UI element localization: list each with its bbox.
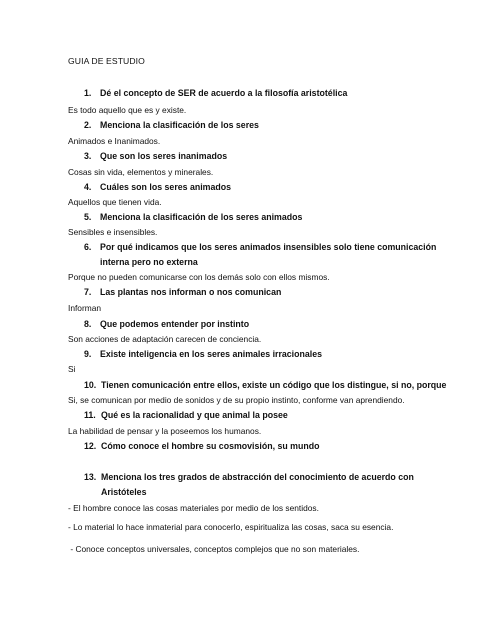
answer-5: Sensibles e insensibles. xyxy=(68,227,158,237)
answer-11: La habilidad de pensar y la poseemos los humanos. xyxy=(68,426,262,436)
question-text: Cómo conoce el hombre su cosmovisión, su mundo xyxy=(101,441,320,451)
question-number: 8. xyxy=(84,319,92,329)
question-number: 1. xyxy=(84,88,92,98)
question-6-continued xyxy=(100,255,198,270)
answer-2: Animados e Inanimados. xyxy=(68,136,161,146)
answer-13-item-1: - El hombre conoce las cosas materiales por medio de los sentidos. xyxy=(68,503,319,513)
question-text: Menciona la clasificación de los seres xyxy=(100,120,259,130)
question-text: Por qué indicamos que los seres animados insensibles solo tiene comunicación xyxy=(100,242,437,252)
question-number: 13. xyxy=(84,472,97,482)
question-13-continued xyxy=(101,485,146,500)
question-text-line2: Aristóteles xyxy=(101,487,147,497)
answer-10: Si, se comunican por medio de sonidos y de su propio instinto, conforme van aprendiendo. xyxy=(68,395,405,405)
answer-3: Cosas sin vida, elementos y minerales. xyxy=(68,167,214,177)
question-text: Qué es la racionalidad y que animal la posee xyxy=(101,410,288,420)
question-number: 5. xyxy=(84,212,92,222)
question-number: 3. xyxy=(84,151,92,161)
answer-8: Son acciones de adaptación carecen de conciencia. xyxy=(68,334,262,344)
question-text: Tienen comunicación entre ellos, existe un código que los distingue, si no, porque xyxy=(101,380,447,390)
question-number: 11. xyxy=(84,410,96,420)
question-text: Menciona los tres grados de abstracción del conocimiento de acuerdo con xyxy=(101,472,414,482)
page-title: GUIA DE ESTUDIO xyxy=(68,56,145,66)
question-number: 7. xyxy=(84,287,92,297)
answer-4: Aquellos que tienen vida. xyxy=(68,197,162,207)
answer-9: Si xyxy=(68,364,76,374)
question-text: Menciona la clasificación de los seres animados xyxy=(100,212,303,222)
question-text: Dé el concepto de SER de acuerdo a la filosofía aristotélica xyxy=(100,88,348,98)
answer-6: Porque no pueden comunicarse con los demás solo con ellos mismos. xyxy=(68,272,330,282)
answer-7: Informan xyxy=(68,303,102,313)
question-text: Las plantas nos informan o nos comunican xyxy=(100,287,282,297)
question-text-line2: interna pero no externa xyxy=(100,257,198,267)
question-text: Existe inteligencia en los seres animales irracionales xyxy=(100,349,322,359)
question-number: 4. xyxy=(84,182,92,192)
question-text: Cuáles son los seres animados xyxy=(100,182,232,192)
answer-13-item-3: - Conoce conceptos universales, conceptos complejos que no son materiales. xyxy=(68,544,360,554)
question-number: 9. xyxy=(84,349,92,359)
question-number: 2. xyxy=(84,120,92,130)
question-number: 6. xyxy=(84,242,92,252)
answer-13-item-2: - Lo material lo hace inmaterial para conocerlo, espiritualiza las cosas, saca su esencia. xyxy=(68,522,394,532)
question-number: 10. xyxy=(84,380,97,390)
answer-1: Es todo aquello que es y existe. xyxy=(68,105,187,115)
question-text: Que podemos entender por instinto xyxy=(100,319,250,329)
question-text: Que son los seres inanimados xyxy=(100,151,228,161)
question-number: 12. xyxy=(84,441,97,451)
